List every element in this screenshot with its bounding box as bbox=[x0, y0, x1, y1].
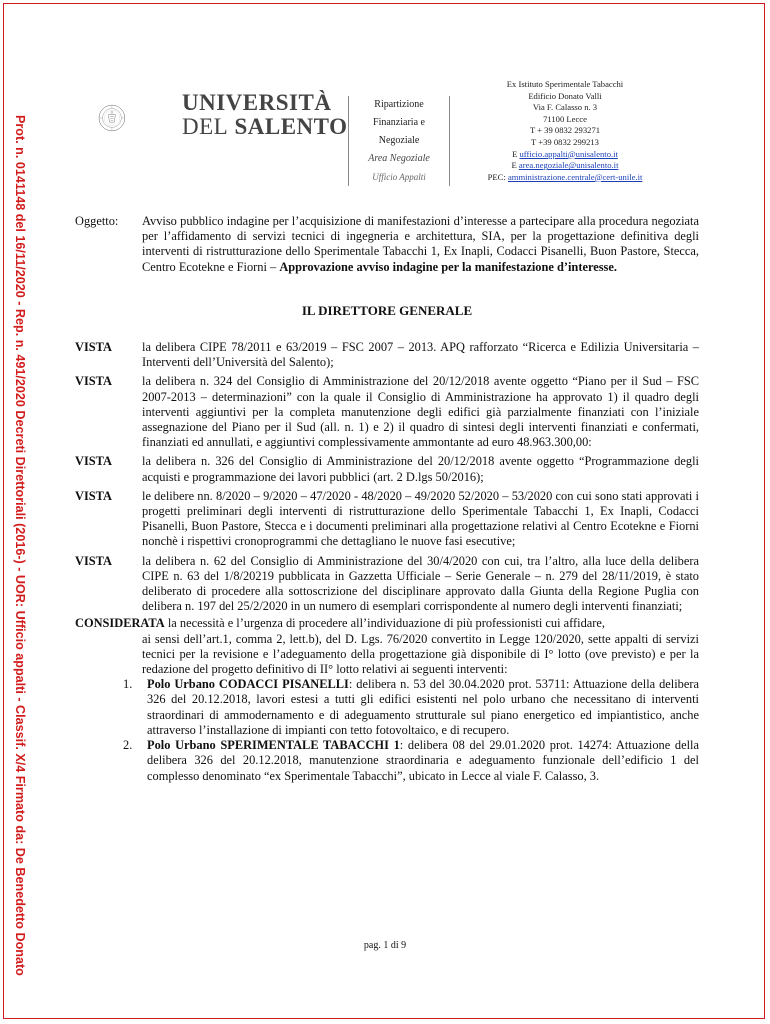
email-link-negoziale[interactable]: area.negoziale@unisalento.it bbox=[518, 160, 619, 171]
vista-label: VISTA bbox=[75, 340, 112, 355]
subject-text: Avviso pubblico indagine per l’acquisizione di manifestazioni d’interesse a partecipare alla procedura negoziata per l’affidamento di servizi tecnici di ingegneria e architettura, SIA, per la progettazione definitiva degli interventi di ristrutturazione dello Sperimentale Tabacchi 1, Ex Inapli, Codacci Pisanelli, Buon Pastore, Stecca, Centro Ecotekne e Fiorni – bbox=[142, 214, 699, 274]
address-line: Via F. Calasso n. 3 bbox=[532, 102, 598, 113]
department-line: Negoziale bbox=[378, 135, 420, 146]
vista-text: le delibere nn. 8/2020 – 9/2020 – 47/2020 - 48/2020 – 49/2020 52/2020 – 53/2020 con cui sono stati approvati i progetti preliminari degli interventi di ristrutturazione dello Sperimentale Tabacchi 1, Ex Inapli, Codacci Pisanelli, Buon Pastore, Stecca e i documenti preliminari alla progettazione relativi al Centro Ecotekne e Fiorni nonchè i rispettivi cronoprogrammi che dettagliano le nuove fasi esecutive; bbox=[142, 488, 699, 549]
university-name-prefix: DEL bbox=[182, 114, 229, 139]
vista-label: VISTA bbox=[75, 454, 112, 469]
department-line: Ripartizione bbox=[374, 99, 424, 110]
email-label: E bbox=[511, 160, 517, 171]
considerata-rest: ai sensi dell’art.1, comma 2, lett.b), del D. Lgs. 76/2020 convertito in Legge 120/2020, sette appalti di servizi tecnici per la revisione e l’adeguamento della progettazione già disponibile di I° lotto (ove previsto) e per la redazione del progetto definitivo di II° lotto relativi ai seguenti interventi: bbox=[142, 631, 699, 677]
document-title: IL DIRETTORE GENERALE bbox=[301, 302, 473, 318]
list-item-text: : delibera n. 53 del 30.04.2020 prot. 53711: Attuazione della delibera 326 del 20.12.2018, lavori estesi a tutti gli edifici esistenti nel polo urbano che necessitano di interventi straordinari di ammodernamento e di adeguamento strutturale sul piano energetico ed impiantistico, anche attraverso l’installazione di impianti con tetto fotovoltaico, e di recupero. bbox=[147, 677, 699, 737]
vista-text: la delibera n. 62 del Consiglio di Amministrazione del 30/4/2020 con cui, tra l’altro, alla luce della delibera CIPE n. 63 del 1/8/20219 pubblicata in Gazzetta Ufficiale – Serie Generale – n. 279 del 28/11/2019, è stato deliberato di procedere alla sottoscrizione del disciplinare approvato dalla Giunta della Regione Puglia con delibera n. 197 del 25/2/2020 in un numero di esemplari corrispondente al numero degli interventi finanziati; bbox=[142, 553, 699, 614]
page-number: pag. 1 di 9 bbox=[363, 940, 407, 951]
vista-text: la delibera CIPE 78/2011 e 63/2019 – FSC 2007 – 2013. APQ rafforzato “Ricerca e Edilizia Universitaria – Interventi dell’Università del Salento); bbox=[142, 340, 699, 370]
considerata-label: CONSIDERATA bbox=[75, 616, 165, 631]
vista-paragraph bbox=[75, 340, 699, 370]
list-item bbox=[123, 738, 699, 784]
protocol-stamp: Prot. n. 0141148 del 16/11/2020 - Rep. n. 491/2020 Decreti Direttoriali (2016-) - UOR: Ufficio appalti - Classif. X/4 Firmato da: De Benedetto Donato bbox=[13, 115, 27, 976]
list-item-title: Polo Urbano SPERIMENTALE TABACCHI 1 bbox=[147, 738, 400, 753]
address-line: Ex Istituto Sperimentale Tabacchi bbox=[506, 79, 624, 89]
university-name-line1: UNIVERSITÀ bbox=[182, 90, 332, 115]
university-name-main: SALENTO bbox=[234, 114, 348, 139]
vista-label: VISTA bbox=[75, 553, 112, 568]
considerata-first-line: la necessità e l’urgenza di procedere all’individuazione di più professionisti cui affidare, bbox=[167, 616, 606, 631]
address-block bbox=[452, 79, 678, 183]
vista-paragraph bbox=[75, 454, 699, 484]
pec-label: PEC: bbox=[487, 171, 506, 182]
vista-paragraph bbox=[75, 374, 699, 450]
department-block bbox=[348, 96, 450, 186]
considerata-paragraph bbox=[75, 616, 699, 677]
university-name bbox=[182, 90, 347, 140]
list-item-number: 1. bbox=[123, 677, 133, 692]
address-line: Edificio Donato Valli bbox=[528, 90, 602, 101]
vista-label: VISTA bbox=[75, 488, 112, 503]
address-line: 71100 Lecce bbox=[543, 113, 587, 124]
subject-label: Oggetto: bbox=[75, 214, 119, 228]
list-item bbox=[123, 677, 699, 738]
list-item-title: Polo Urbano CODACCI PISANELLI bbox=[147, 677, 349, 692]
vista-paragraph bbox=[75, 554, 699, 615]
department-line: Finanziaria e bbox=[373, 117, 425, 128]
interventions-list bbox=[75, 677, 699, 783]
email-label: E bbox=[512, 148, 518, 159]
phone-line: T +39 0832 299213 bbox=[531, 136, 599, 147]
subject-bold-text: Approvazione avviso indagine per la manifestazione d’interesse. bbox=[279, 259, 617, 274]
department-office: Ufficio Appalti bbox=[372, 172, 426, 182]
document-body bbox=[75, 214, 699, 784]
phone-line: T + 39 0832 293271 bbox=[529, 125, 601, 136]
subject-paragraph bbox=[75, 214, 699, 275]
vista-text: la delibera n. 326 del Consiglio di Amministrazione del 20/12/2018 avente oggetto “Programmazione degli acquisti e programmazione dei lavori pubblici (art. 2 D.lgs 50/2016); bbox=[142, 454, 699, 484]
vista-paragraph bbox=[75, 489, 699, 550]
list-item-text: : delibera 08 del 29.01.2020 prot. 14274: Attuazione della delibera 326 del 20.12.2018, manutenzione straordinaria e adeguamento funzionale dell’edificio 1 del complesso denominato “ex Sperimentale Tabacchi”, ubicato in Lecce al viale F. Calasso, 3. bbox=[147, 738, 699, 783]
pec-link[interactable]: amministrazione.centrale@cert-unile.it bbox=[507, 171, 643, 182]
vista-text: la delibera n. 324 del Consiglio di Amministrazione del 20/12/2018 avente oggetto “Piano per il Sud – FSC 2007-2013 – determinazioni” con la quale il Consiglio di Amministrazione ha approvato 1) il quadro degli interventi aggiuntivi per la completa manutenzione degli edifici già parzialmente finanziati con l’iniziale assegnazione del Piano per il Sud (all. n. 1) e 2) il quadro di sintesi degli interventi finanziati e confermati, finanziati ed annullati, e aggiuntivi complessivamente ammontante ad euro 48.963.300,00: bbox=[142, 374, 699, 450]
list-item-number: 2. bbox=[123, 738, 133, 753]
email-link-appalti[interactable]: ufficio.appalti@unisalento.it bbox=[519, 148, 618, 159]
department-area: Area Negoziale bbox=[368, 153, 430, 164]
university-seal-logo bbox=[98, 78, 178, 158]
vista-label: VISTA bbox=[75, 374, 112, 389]
